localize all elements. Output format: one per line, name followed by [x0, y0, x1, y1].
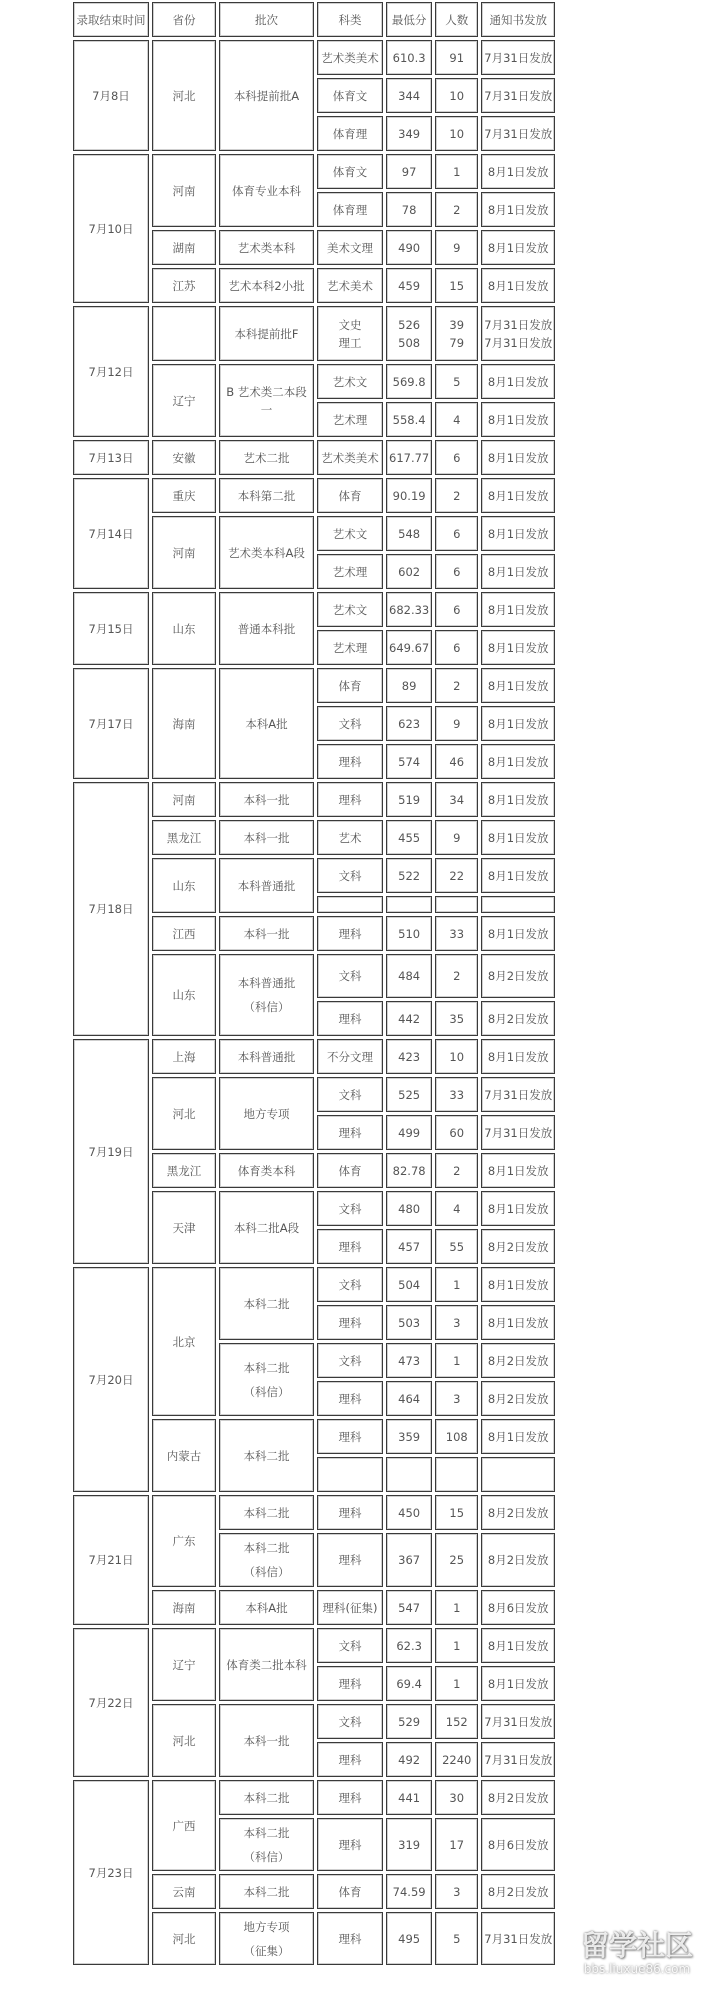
count-cell: 2240 [435, 1742, 478, 1777]
subject-cell: 体育 [317, 1874, 383, 1909]
header-min-score: 最低分 [386, 2, 432, 37]
min-score-cell: 344 [386, 78, 432, 113]
batch-cell: 本科一批 [219, 782, 314, 817]
notice-cell: 8月1日发放 [481, 268, 555, 303]
subject-cell: 艺术理 [317, 402, 383, 437]
notice-cell: 8月1日发放 [481, 858, 555, 893]
count-cell: 9 [435, 820, 478, 855]
province-cell [152, 306, 216, 361]
min-score-cell: 547 [386, 1590, 432, 1625]
notice-cell: 8月1日发放 [481, 1628, 555, 1663]
notice-cell: 8月1日发放 [481, 668, 555, 703]
province-cell: 江西 [152, 916, 216, 951]
batch-cell: 本科普通批 [219, 858, 314, 913]
min-score-cell: 682.33 [386, 592, 432, 627]
province-cell: 天津 [152, 1191, 216, 1264]
min-score-cell: 349 [386, 116, 432, 151]
min-score-cell: 457 [386, 1229, 432, 1264]
province-cell: 山东 [152, 954, 216, 1036]
count-cell: 1 [435, 1590, 478, 1625]
table-row [73, 1267, 555, 1302]
subject-cell: 文科 [317, 1191, 383, 1226]
province-cell: 重庆 [152, 478, 216, 513]
notice-cell: 8月6日发放 [481, 1818, 555, 1871]
subject-cell: 理科 [317, 1780, 383, 1815]
notice-cell: 8月1日发放 [481, 440, 555, 475]
notice-cell: 8月2日发放 [481, 1495, 555, 1530]
province-cell: 河北 [152, 1704, 216, 1777]
province-cell: 海南 [152, 668, 216, 779]
subject-cell: 艺术文 [317, 516, 383, 551]
count-cell: 91 [435, 40, 478, 75]
min-score-cell: 97 [386, 154, 432, 189]
count-cell: 1 [435, 1343, 478, 1378]
subject-cell: 体育文 [317, 154, 383, 189]
batch-cell: 本科二批 [219, 1419, 314, 1492]
header-province: 省份 [152, 2, 216, 37]
min-score-cell: 522 [386, 858, 432, 893]
batch-cell: 艺术类本科 [219, 230, 314, 265]
count-cell: 9 [435, 706, 478, 741]
count-cell: 46 [435, 744, 478, 779]
count-cell: 3 [435, 1305, 478, 1340]
subject-cell: 美术文理 [317, 230, 383, 265]
batch-cell: 本科提前批F [219, 306, 314, 361]
min-score-cell: 82.78 [386, 1153, 432, 1188]
batch-cell: 艺术类本科A段 [219, 516, 314, 589]
table-row [73, 306, 555, 361]
province-cell: 广西 [152, 1780, 216, 1871]
subject-cell: 文科 [317, 1704, 383, 1739]
watermark-logo: 留学社区 [580, 1929, 693, 1962]
subject-cell: 理科 [317, 744, 383, 779]
admission-table [70, 0, 558, 1968]
count-cell: 55 [435, 1229, 478, 1264]
count-cell [435, 1457, 478, 1492]
notice-cell: 8月1日发放 [481, 554, 555, 589]
count-cell: 4 [435, 1191, 478, 1226]
count-cell [435, 896, 478, 913]
notice-cell: 8月1日发放 [481, 1419, 555, 1454]
count-cell: 35 [435, 1001, 478, 1036]
min-score-cell [386, 896, 432, 913]
subject-cell: 文科 [317, 1343, 383, 1378]
notice-cell: 8月1日发放 [481, 592, 555, 627]
province-cell: 黑龙江 [152, 1153, 216, 1188]
count-cell: 30 [435, 1780, 478, 1815]
subject-cell: 艺术文 [317, 592, 383, 627]
province-cell: 湖南 [152, 230, 216, 265]
count-cell: 4 [435, 402, 478, 437]
batch-cell: B 艺术类二本段一 [219, 364, 314, 437]
min-score-cell: 548 [386, 516, 432, 551]
count-cell: 2 [435, 668, 478, 703]
notice-cell: 8月2日发放 [481, 954, 555, 998]
count-cell: 5 [435, 1912, 478, 1965]
count-cell: 2 [435, 192, 478, 227]
notice-cell: 8月1日发放 [481, 230, 555, 265]
table-row [73, 1628, 555, 1663]
count-cell: 6 [435, 592, 478, 627]
province-cell: 河南 [152, 154, 216, 227]
batch-cell: 本科A批 [219, 668, 314, 779]
batch-cell: 体育类本科 [219, 1153, 314, 1188]
min-score-cell: 473 [386, 1343, 432, 1378]
count-cell: 5 [435, 364, 478, 399]
notice-cell: 8月1日发放 [481, 516, 555, 551]
batch-cell: 本科普通批 [219, 1039, 314, 1074]
count-cell: 9 [435, 230, 478, 265]
notice-cell: 8月6日发放 [481, 1590, 555, 1625]
count-cell: 2 [435, 1153, 478, 1188]
min-score-cell: 574 [386, 744, 432, 779]
min-score-cell: 519 [386, 782, 432, 817]
header-count: 人数 [435, 2, 478, 37]
batch-cell: 本科一批 [219, 1704, 314, 1777]
header-notice: 通知书发放 [481, 2, 555, 37]
date-cell: 7月14日 [73, 478, 149, 589]
table-row [73, 1039, 555, 1074]
province-cell: 北京 [152, 1267, 216, 1416]
province-cell: 广东 [152, 1495, 216, 1587]
min-score-cell: 62.3 [386, 1628, 432, 1663]
notice-cell: 8月1日发放 [481, 192, 555, 227]
notice-cell: 7月31日发放 [481, 1742, 555, 1777]
count-cell: 1 [435, 1666, 478, 1701]
notice-cell: 8月1日发放 [481, 478, 555, 513]
province-cell: 山东 [152, 592, 216, 665]
header-subject: 科类 [317, 2, 383, 37]
notice-cell: 8月2日发放 [481, 1780, 555, 1815]
batch-cell: 本科二批 [219, 1874, 314, 1909]
batch-cell: 普通本科批 [219, 592, 314, 665]
min-score-cell: 484 [386, 954, 432, 998]
notice-cell: 8月2日发放 [481, 1229, 555, 1264]
subject-cell: 文科 [317, 954, 383, 998]
notice-cell: 8月1日发放 [481, 820, 555, 855]
subject-cell: 体育 [317, 478, 383, 513]
batch-cell: 本科普通批 （科信） [219, 954, 314, 1036]
count-cell: 6 [435, 554, 478, 589]
batch-cell: 艺术二批 [219, 440, 314, 475]
min-score-cell: 558.4 [386, 402, 432, 437]
subject-cell [317, 1457, 383, 1492]
batch-cell: 艺术本科2小批 [219, 268, 314, 303]
min-score-cell: 490 [386, 230, 432, 265]
province-cell: 河北 [152, 1912, 216, 1965]
count-cell: 1 [435, 1267, 478, 1302]
subject-cell: 理科 [317, 1419, 383, 1454]
province-cell: 上海 [152, 1039, 216, 1074]
notice-cell: 8月1日发放 [481, 1153, 555, 1188]
province-cell: 海南 [152, 1590, 216, 1625]
min-score-cell: 495 [386, 1912, 432, 1965]
count-cell: 152 [435, 1704, 478, 1739]
count-cell: 10 [435, 1039, 478, 1074]
notice-cell: 8月1日发放 [481, 744, 555, 779]
subject-cell: 不分文理 [317, 1039, 383, 1074]
notice-cell: 8月1日发放 [481, 364, 555, 399]
subject-cell: 理科 [317, 1305, 383, 1340]
min-score-cell: 450 [386, 1495, 432, 1530]
subject-cell: 体育文 [317, 78, 383, 113]
min-score-cell: 569.8 [386, 364, 432, 399]
count-cell: 108 [435, 1419, 478, 1454]
min-score-cell: 464 [386, 1381, 432, 1416]
subject-cell: 文史 理工 [317, 306, 383, 361]
notice-cell: 7月31日发放 [481, 116, 555, 151]
notice-cell: 7月31日发放 7月31日发放 [481, 306, 555, 361]
batch-cell: 本科一批 [219, 916, 314, 951]
date-cell: 7月21日 [73, 1495, 149, 1625]
batch-cell: 体育专业本科 [219, 154, 314, 227]
batch-cell: 本科二批 （科信） [219, 1533, 314, 1587]
batch-cell: 本科二批 [219, 1267, 314, 1340]
min-score-cell: 529 [386, 1704, 432, 1739]
count-cell: 6 [435, 440, 478, 475]
notice-cell: 8月1日发放 [481, 1267, 555, 1302]
header-row [73, 2, 555, 37]
subject-cell: 文科 [317, 858, 383, 893]
notice-cell: 7月31日发放 [481, 1912, 555, 1965]
count-cell: 6 [435, 516, 478, 551]
subject-cell: 体育理 [317, 192, 383, 227]
subject-cell: 艺术类美术 [317, 40, 383, 75]
min-score-cell: 69.4 [386, 1666, 432, 1701]
notice-cell: 8月1日发放 [481, 630, 555, 665]
notice-cell: 8月1日发放 [481, 402, 555, 437]
count-cell: 15 [435, 1495, 478, 1530]
subject-cell: 理科 [317, 1381, 383, 1416]
min-score-cell: 319 [386, 1818, 432, 1871]
notice-cell: 7月31日发放 [481, 40, 555, 75]
batch-cell: 体育类二批本科 [219, 1628, 314, 1701]
subject-cell: 理科 [317, 1533, 383, 1587]
province-cell: 安徽 [152, 440, 216, 475]
min-score-cell [386, 1457, 432, 1492]
subject-cell: 理科 [317, 1001, 383, 1036]
batch-cell: 本科二批 [219, 1780, 314, 1815]
province-cell: 辽宁 [152, 1628, 216, 1701]
table-body [73, 2, 555, 1965]
min-score-cell: 499 [386, 1115, 432, 1150]
count-cell: 34 [435, 782, 478, 817]
subject-cell: 体育理 [317, 116, 383, 151]
min-score-cell: 649.67 [386, 630, 432, 665]
count-cell: 22 [435, 858, 478, 893]
min-score-cell: 89 [386, 668, 432, 703]
min-score-cell: 503 [386, 1305, 432, 1340]
count-cell: 60 [435, 1115, 478, 1150]
min-score-cell: 90.19 [386, 478, 432, 513]
min-score-cell: 459 [386, 268, 432, 303]
min-score-cell: 623 [386, 706, 432, 741]
notice-cell: 7月31日发放 [481, 1704, 555, 1739]
min-score-cell: 423 [386, 1039, 432, 1074]
table-row [73, 154, 555, 189]
notice-cell: 8月1日发放 [481, 706, 555, 741]
batch-cell: 本科二批 [219, 1495, 314, 1530]
date-cell: 7月15日 [73, 592, 149, 665]
date-cell: 7月23日 [73, 1780, 149, 1965]
min-score-cell: 504 [386, 1267, 432, 1302]
count-cell: 6 [435, 630, 478, 665]
province-cell: 山东 [152, 858, 216, 913]
province-cell: 黑龙江 [152, 820, 216, 855]
province-cell: 河北 [152, 40, 216, 151]
min-score-cell: 455 [386, 820, 432, 855]
batch-cell: 本科二批A段 [219, 1191, 314, 1264]
min-score-cell: 492 [386, 1742, 432, 1777]
table-row [73, 592, 555, 627]
table-row [73, 440, 555, 475]
min-score-cell: 78 [386, 192, 432, 227]
notice-cell: 8月2日发放 [481, 1381, 555, 1416]
subject-cell: 理科 [317, 1229, 383, 1264]
batch-cell: 本科二批 （科信） [219, 1818, 314, 1871]
count-cell: 33 [435, 916, 478, 951]
notice-cell: 8月2日发放 [481, 1533, 555, 1587]
batch-cell: 本科一批 [219, 820, 314, 855]
subject-cell: 理科 [317, 1495, 383, 1530]
subject-cell: 理科 [317, 1818, 383, 1871]
notice-cell [481, 896, 555, 913]
notice-cell [481, 1457, 555, 1492]
date-cell: 7月12日 [73, 306, 149, 437]
table-row [73, 40, 555, 75]
count-cell: 25 [435, 1533, 478, 1587]
subject-cell: 艺术类美术 [317, 440, 383, 475]
notice-cell: 8月1日发放 [481, 1191, 555, 1226]
batch-cell: 本科二批 （科信） [219, 1343, 314, 1416]
province-cell: 辽宁 [152, 364, 216, 437]
date-cell: 7月22日 [73, 1628, 149, 1777]
province-cell: 河北 [152, 1077, 216, 1150]
count-cell: 10 [435, 78, 478, 113]
count-cell: 3 [435, 1874, 478, 1909]
notice-cell: 8月1日发放 [481, 1039, 555, 1074]
subject-cell: 理科 [317, 916, 383, 951]
min-score-cell: 367 [386, 1533, 432, 1587]
date-cell: 7月13日 [73, 440, 149, 475]
subject-cell: 理科 [317, 1666, 383, 1701]
count-cell: 3 [435, 1381, 478, 1416]
header-date: 录取结束时间 [73, 2, 149, 37]
min-score-cell: 74.59 [386, 1874, 432, 1909]
count-cell: 39 79 [435, 306, 478, 361]
batch-cell: 本科A批 [219, 1590, 314, 1625]
count-cell: 33 [435, 1077, 478, 1112]
subject-cell: 艺术理 [317, 554, 383, 589]
count-cell: 10 [435, 116, 478, 151]
batch-cell: 地方专项 （征集） [219, 1912, 314, 1965]
subject-cell: 理科(征集) [317, 1590, 383, 1625]
min-score-cell: 480 [386, 1191, 432, 1226]
subject-cell: 文科 [317, 1267, 383, 1302]
batch-cell: 地方专项 [219, 1077, 314, 1150]
watermark-url: bbs.liuxue86.com [583, 1962, 691, 1976]
table-row [73, 1780, 555, 1815]
min-score-cell: 610.3 [386, 40, 432, 75]
count-cell: 17 [435, 1818, 478, 1871]
min-score-cell: 526 508 [386, 306, 432, 361]
table-row [73, 668, 555, 703]
province-cell: 河南 [152, 782, 216, 817]
count-cell: 1 [435, 154, 478, 189]
province-cell: 河南 [152, 516, 216, 589]
table-row [73, 478, 555, 513]
province-cell: 云南 [152, 1874, 216, 1909]
count-cell: 1 [435, 1628, 478, 1663]
notice-cell: 7月31日发放 [481, 78, 555, 113]
subject-cell: 艺术美术 [317, 268, 383, 303]
notice-cell: 7月31日发放 [481, 1115, 555, 1150]
min-score-cell: 442 [386, 1001, 432, 1036]
batch-cell: 本科提前批A [219, 40, 314, 151]
notice-cell: 8月2日发放 [481, 1874, 555, 1909]
subject-cell: 理科 [317, 1912, 383, 1965]
notice-cell: 7月31日发放 [481, 1077, 555, 1112]
notice-cell: 8月1日发放 [481, 154, 555, 189]
notice-cell: 8月1日发放 [481, 1666, 555, 1701]
table-row [73, 782, 555, 817]
min-score-cell: 441 [386, 1780, 432, 1815]
min-score-cell: 359 [386, 1419, 432, 1454]
table-row [73, 1495, 555, 1530]
count-cell: 2 [435, 478, 478, 513]
subject-cell: 体育 [317, 1153, 383, 1188]
min-score-cell: 525 [386, 1077, 432, 1112]
notice-cell: 8月2日发放 [481, 1001, 555, 1036]
province-cell: 江苏 [152, 268, 216, 303]
min-score-cell: 602 [386, 554, 432, 589]
subject-cell: 文科 [317, 1628, 383, 1663]
subject-cell: 理科 [317, 782, 383, 817]
date-cell: 7月19日 [73, 1039, 149, 1264]
date-cell: 7月17日 [73, 668, 149, 779]
min-score-cell: 510 [386, 916, 432, 951]
min-score-cell: 617.77 [386, 440, 432, 475]
date-cell: 7月18日 [73, 782, 149, 1036]
subject-cell: 理科 [317, 1115, 383, 1150]
batch-cell: 本科第二批 [219, 478, 314, 513]
date-cell: 7月8日 [73, 40, 149, 151]
notice-cell: 8月2日发放 [481, 1343, 555, 1378]
notice-cell: 8月1日发放 [481, 1305, 555, 1340]
header-batch: 批次 [219, 2, 314, 37]
count-cell: 2 [435, 954, 478, 998]
subject-cell: 艺术理 [317, 630, 383, 665]
subject-cell: 艺术 [317, 820, 383, 855]
subject-cell: 艺术文 [317, 364, 383, 399]
subject-cell: 理科 [317, 1742, 383, 1777]
date-cell: 7月20日 [73, 1267, 149, 1492]
subject-cell: 体育 [317, 668, 383, 703]
subject-cell: 文科 [317, 1077, 383, 1112]
watermark [572, 1930, 702, 1976]
subject-cell [317, 896, 383, 913]
province-cell: 内蒙古 [152, 1419, 216, 1492]
subject-cell: 文科 [317, 706, 383, 741]
count-cell: 15 [435, 268, 478, 303]
notice-cell: 8月1日发放 [481, 916, 555, 951]
date-cell: 7月10日 [73, 154, 149, 303]
notice-cell: 8月1日发放 [481, 782, 555, 817]
